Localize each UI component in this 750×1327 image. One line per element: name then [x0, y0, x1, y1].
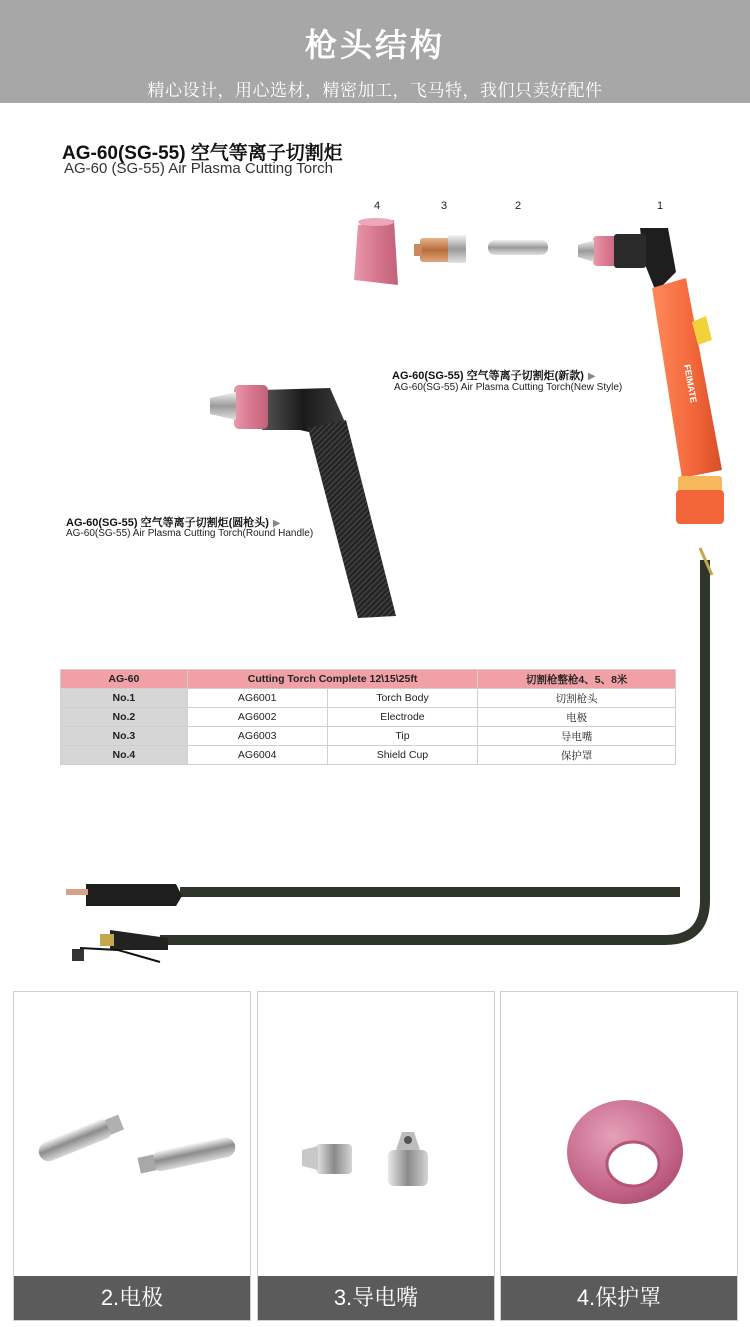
- caption-round-handle-cn: AG-60(SG-55) 空气等离子切割炬(圆枪头) ▶: [66, 517, 281, 529]
- caption-arrow-icon: ▶: [587, 371, 596, 382]
- table-header-cell: 切割枪整枪4、5、8米: [478, 670, 676, 689]
- shield-cup-photo: [501, 992, 737, 1276]
- table-header-row: [61, 670, 676, 689]
- panel-electrode: [13, 991, 251, 1321]
- part-number-3: 3: [441, 200, 448, 212]
- table-row: No.4 AG6004 Shield Cup 保护罩: [61, 746, 676, 765]
- table-row: No.1 AG6001 Torch Body 切割枪头: [61, 689, 676, 708]
- handle-brand-text: FEIMATE: [682, 363, 699, 404]
- tip-part: [414, 235, 466, 263]
- table-row: No.2 AG6002 Electrode 电极: [61, 708, 676, 727]
- product-title-en: AG-60 (SG-55) Air Plasma Cutting Torch: [64, 160, 333, 177]
- panel-label: 3.导电嘴: [258, 1276, 494, 1320]
- parts-table: [60, 669, 676, 765]
- electrode-photo: [14, 992, 250, 1276]
- panel-label: 4.保护罩: [501, 1276, 737, 1320]
- caption-arrow-icon: ▶: [272, 518, 281, 529]
- product-title-cn: AG-60(SG-55) 空气等离子切割炬: [62, 143, 343, 164]
- shield-cup-part: [354, 218, 398, 285]
- table-row: No.3 AG6003 Tip 导电嘴: [61, 727, 676, 746]
- caption-new-style-cn: AG-60(SG-55) 空气等离子切割炬(新款) ▶: [392, 370, 596, 382]
- electrode-part: [488, 240, 548, 255]
- new-style-torch: [578, 228, 724, 524]
- caption-round-handle-en: AG-60(SG-55) Air Plasma Cutting Torch(Round Handle): [66, 528, 314, 539]
- panel-label: 2.电极: [14, 1276, 250, 1320]
- part-number-4: 4: [374, 200, 381, 212]
- caption-new-style-en: AG-60(SG-55) Air Plasma Cutting Torch(New Style): [394, 382, 623, 393]
- part-number-1: 1: [657, 200, 664, 212]
- part-number-2: 2: [515, 200, 522, 212]
- tip-photo: [258, 992, 494, 1276]
- table-header-cell: AG-60: [61, 670, 188, 689]
- banner-subtitle: 精心设计，用心选材，精密加工，飞马特，我们只卖好配件: [147, 81, 603, 100]
- table-header-cell: Cutting Torch Complete 12\15\25ft: [187, 670, 478, 689]
- panel-tip: [257, 991, 495, 1321]
- banner-title: 枪头结构: [304, 27, 445, 63]
- panel-shield-cup: [500, 991, 738, 1321]
- round-handle-torch: [210, 385, 396, 618]
